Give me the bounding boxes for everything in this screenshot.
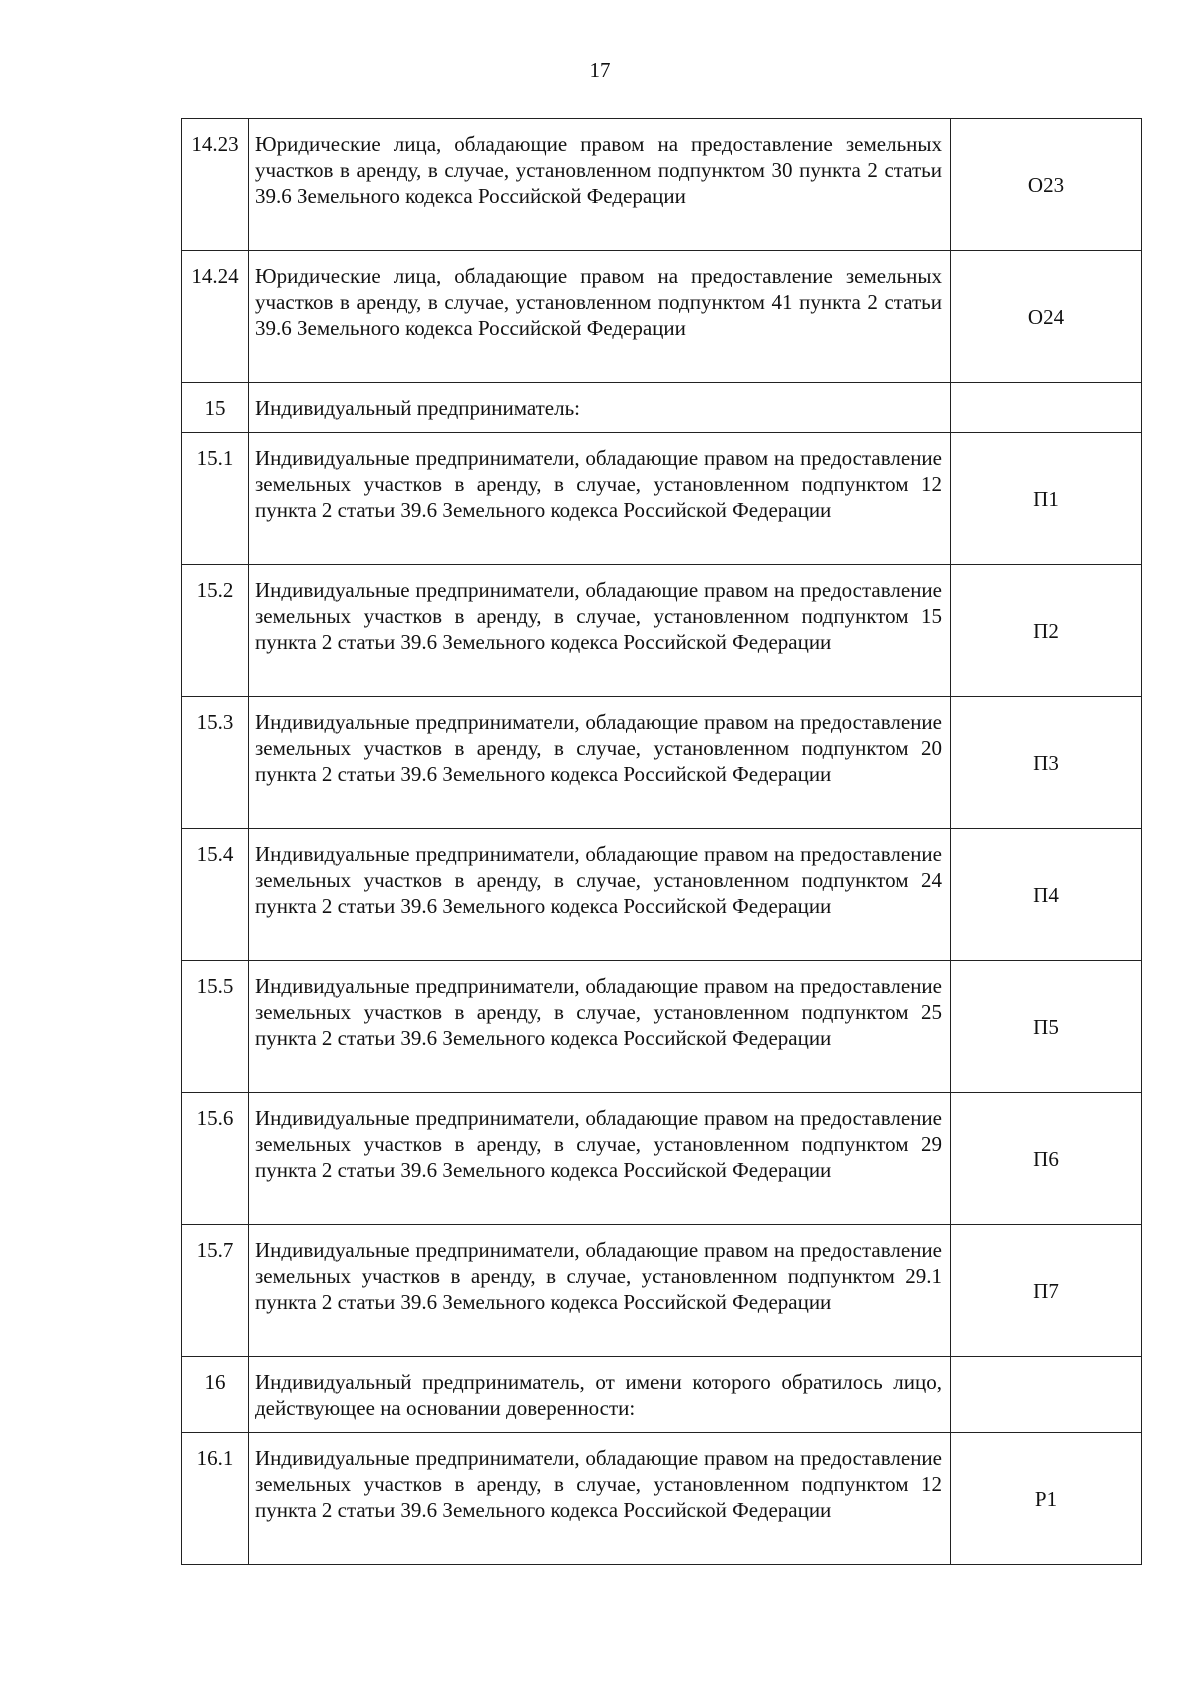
table-row xyxy=(182,119,1142,251)
table-row xyxy=(182,1357,1142,1433)
row-description: Индивидуальный предприниматель: xyxy=(249,383,951,433)
table-row xyxy=(182,1225,1142,1357)
row-description: Индивидуальные предприниматели, обладающие правом на предоставление земельных участков в аренду, в случае, установленном подпунктом 25 пункта 2 статьи 39.6 Земельного кодекса Российской Федерации xyxy=(249,961,951,1093)
row-code: Р1 xyxy=(951,1433,1142,1565)
row-code: П7 xyxy=(951,1225,1142,1357)
row-code: П3 xyxy=(951,697,1142,829)
row-code: П6 xyxy=(951,1093,1142,1225)
page-number: 17 xyxy=(589,58,611,82)
row-code: О23 xyxy=(951,119,1142,251)
table-row xyxy=(182,251,1142,383)
row-number: 16 xyxy=(182,1357,249,1433)
row-description: Юридические лица, обладающие правом на предоставление земельных участков в аренду, в случае, установленном подпунктом 30 пункта 2 статьи 39.6 Земельного кодекса Российской Федерации xyxy=(249,119,951,251)
row-number: 15.3 xyxy=(182,697,249,829)
row-code xyxy=(951,1357,1142,1433)
row-code xyxy=(951,383,1142,433)
row-number: 15.7 xyxy=(182,1225,249,1357)
row-number: 15.2 xyxy=(182,565,249,697)
table-row xyxy=(182,829,1142,961)
row-description: Индивидуальные предприниматели, обладающие правом на предоставление земельных участков в аренду, в случае, установленном подпунктом 20 пункта 2 статьи 39.6 Земельного кодекса Российской Федерации xyxy=(249,697,951,829)
row-description: Индивидуальные предприниматели, обладающие правом на предоставление земельных участков в аренду, в случае, установленном подпунктом 24 пункта 2 статьи 39.6 Земельного кодекса Российской Федерации xyxy=(249,829,951,961)
row-number: 15.6 xyxy=(182,1093,249,1225)
table-row xyxy=(182,961,1142,1093)
row-code: П1 xyxy=(951,433,1142,565)
row-number: 14.23 xyxy=(182,119,249,251)
table-row xyxy=(182,433,1142,565)
row-description: Индивидуальные предприниматели, обладающие правом на предоставление земельных участков в аренду, в случае, установленном подпунктом 29 пункта 2 статьи 39.6 Земельного кодекса Российской Федерации xyxy=(249,1093,951,1225)
row-number: 15.1 xyxy=(182,433,249,565)
row-code: П5 xyxy=(951,961,1142,1093)
table-row xyxy=(182,383,1142,433)
table-row xyxy=(182,1433,1142,1565)
row-code: П4 xyxy=(951,829,1142,961)
row-number: 15.5 xyxy=(182,961,249,1093)
row-code: О24 xyxy=(951,251,1142,383)
row-number: 15 xyxy=(182,383,249,433)
row-description: Индивидуальные предприниматели, обладающие правом на предоставление земельных участков в аренду, в случае, установленном подпунктом 15 пункта 2 статьи 39.6 Земельного кодекса Российской Федерации xyxy=(249,565,951,697)
row-description: Индивидуальные предприниматели, обладающие правом на предоставление земельных участков в аренду, в случае, установленном подпунктом 12 пункта 2 статьи 39.6 Земельного кодекса Российской Федерации xyxy=(249,433,951,565)
row-description: Юридические лица, обладающие правом на предоставление земельных участков в аренду, в случае, установленном подпунктом 41 пункта 2 статьи 39.6 Земельного кодекса Российской Федерации xyxy=(249,251,951,383)
row-description: Индивидуальные предприниматели, обладающие правом на предоставление земельных участков в аренду, в случае, установленном подпунктом 29.1 пункта 2 статьи 39.6 Земельного кодекса Российской Федерации xyxy=(249,1225,951,1357)
table-row xyxy=(182,565,1142,697)
row-number: 16.1 xyxy=(182,1433,249,1565)
table-row xyxy=(182,697,1142,829)
applicant-category-table xyxy=(181,118,1142,1565)
row-number: 15.4 xyxy=(182,829,249,961)
table-row xyxy=(182,1093,1142,1225)
row-description: Индивидуальный предприниматель, от имени которого обратилось лицо, действующее на основании доверенности: xyxy=(249,1357,951,1433)
row-description: Индивидуальные предприниматели, обладающие правом на предоставление земельных участков в аренду, в случае, установленном подпунктом 12 пункта 2 статьи 39.6 Земельного кодекса Российской Федерации xyxy=(249,1433,951,1565)
row-number: 14.24 xyxy=(182,251,249,383)
row-code: П2 xyxy=(951,565,1142,697)
